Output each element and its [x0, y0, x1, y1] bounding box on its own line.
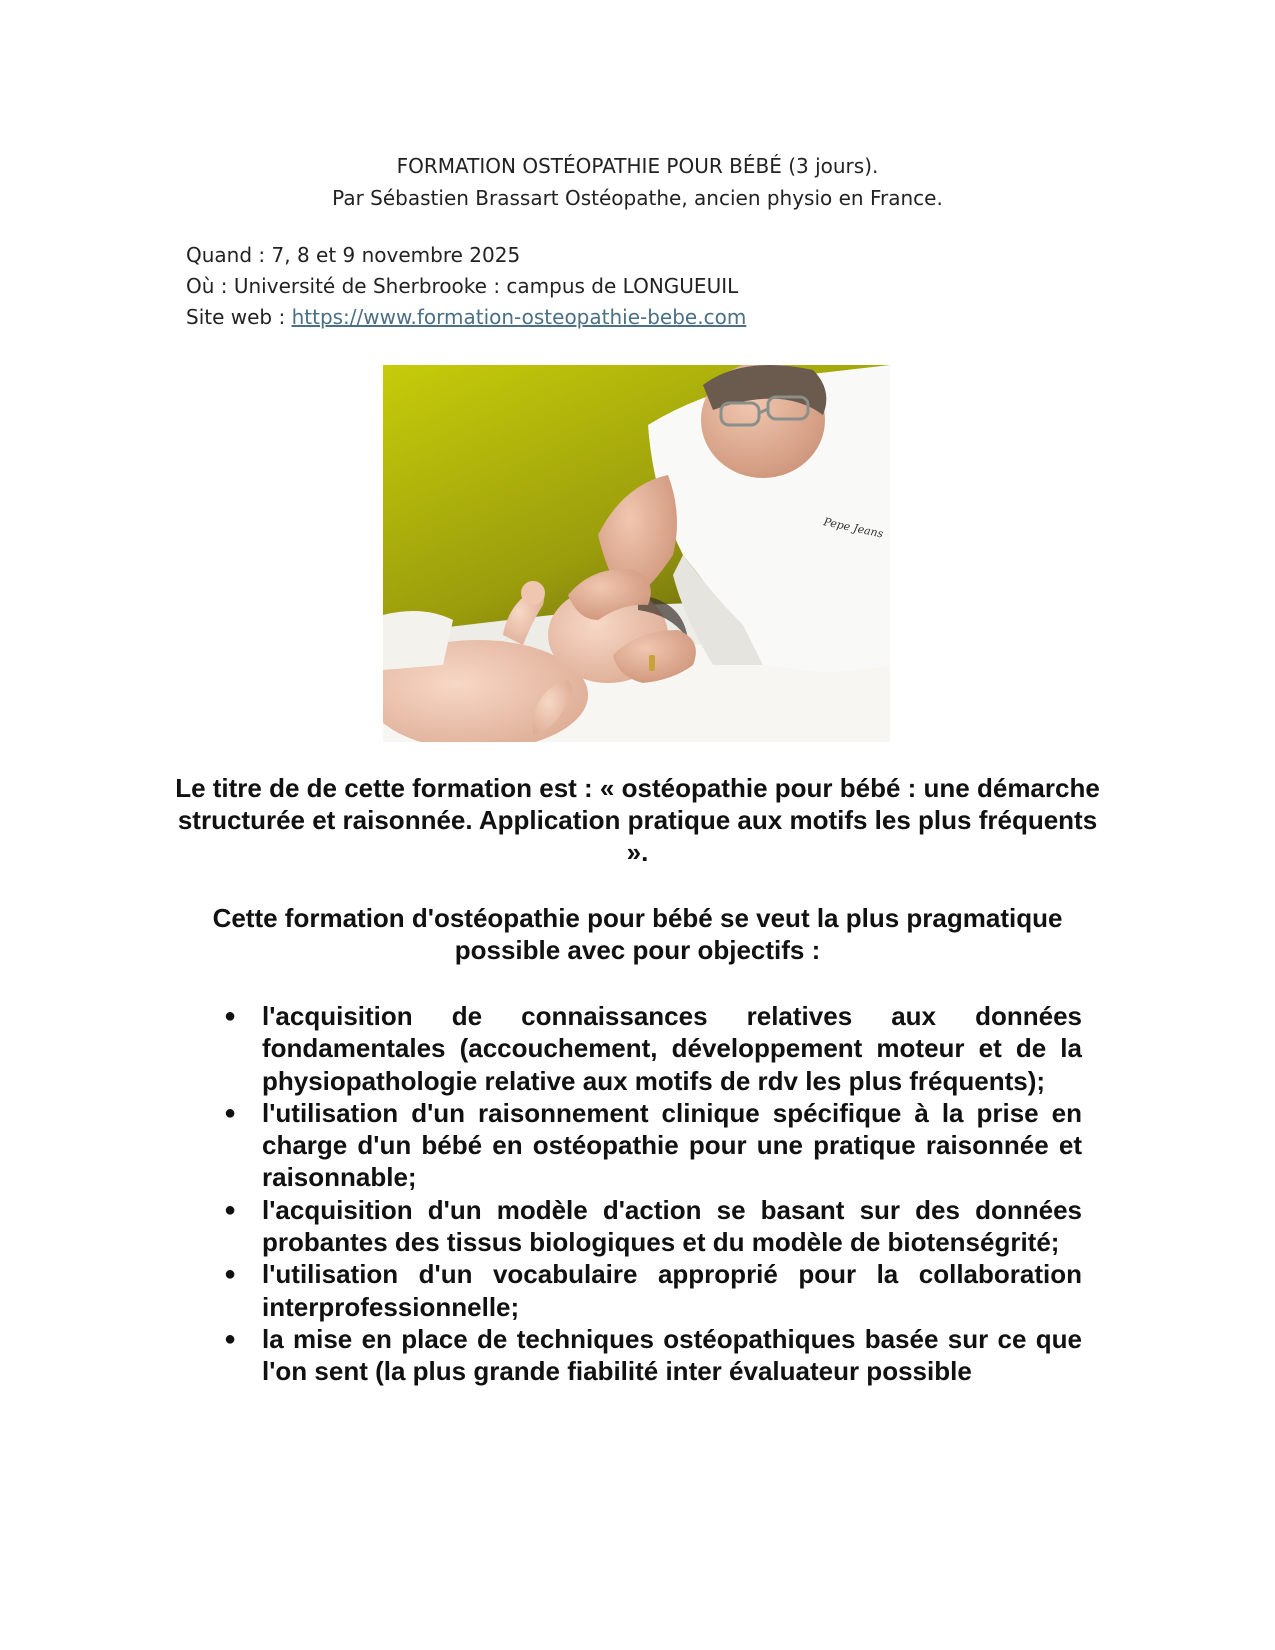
bullet-icon: ● — [224, 1327, 237, 1350]
bullet-icon: ● — [224, 1101, 237, 1124]
list-item — [222, 1323, 1082, 1388]
event-info — [186, 240, 746, 333]
list-item — [222, 1258, 1082, 1323]
event-website — [186, 302, 746, 333]
list-item — [222, 1194, 1082, 1259]
website-link[interactable]: https://www.formation-osteopathie-bebe.com — [291, 305, 747, 329]
objectives-intro-paragraph: Cette formation d'ostéopathie pour bébé se veut la plus pragmatique possible avec pour objectifs : — [212, 903, 1063, 965]
shirt-logo: Pepe Jeans — [822, 515, 885, 541]
objective-text: l'utilisation d'un vocabulaire approprié pour la collaboration interprofessionnelle; — [262, 1259, 1082, 1322]
event-location: Où : Université de Sherbrooke : campus de LONGUEUIL — [186, 274, 739, 298]
document-header — [0, 150, 1275, 214]
objective-text: l'utilisation d'un raisonnement clinique spécifique à la prise en charge d'un bébé en ostéopathie pour une pratique raisonnée et raisonnable; — [262, 1097, 1082, 1193]
event-date: Quand : 7, 8 et 9 novembre 2025 — [186, 243, 521, 267]
objectives-list — [222, 1000, 1082, 1388]
document-title: FORMATION OSTÉOPATHIE POUR BÉBÉ (3 jours). — [396, 154, 879, 178]
osteopath-baby-photo — [383, 365, 890, 742]
list-item — [222, 1097, 1082, 1194]
training-title-paragraph: Le titre de de cette formation est : « ostéopathie pour bébé : une démarche structurée et raisonnée. Application pratique aux motifs les plus fréquents ». — [175, 773, 1100, 867]
bullet-icon: ● — [224, 1198, 237, 1221]
document-author: Par Sébastien Brassart Ostéopathe, ancien physio en France. — [332, 186, 943, 210]
website-label: Site web : — [186, 305, 292, 329]
bullet-icon: ● — [224, 1005, 237, 1027]
list-item — [222, 1000, 1082, 1097]
bullet-icon: ● — [224, 1263, 237, 1286]
objective-text: la mise en place de techniques ostéopathiques basée sur ce que l'on sent (la plus grande fiabilité inter évaluateur possible — [262, 1323, 1082, 1387]
objective-text: l'acquisition d'un modèle d'action se basant sur des données probantes des tissus biologiques et du modèle de biotenségrité; — [262, 1194, 1082, 1258]
objective-text: l'acquisition de connaissances relatives aux données fondamentales (accouchement, développement moteur et de la physiopathologie relative aux motifs de rdv les plus fréquents); — [262, 1001, 1082, 1096]
photo-illustration — [383, 365, 890, 742]
